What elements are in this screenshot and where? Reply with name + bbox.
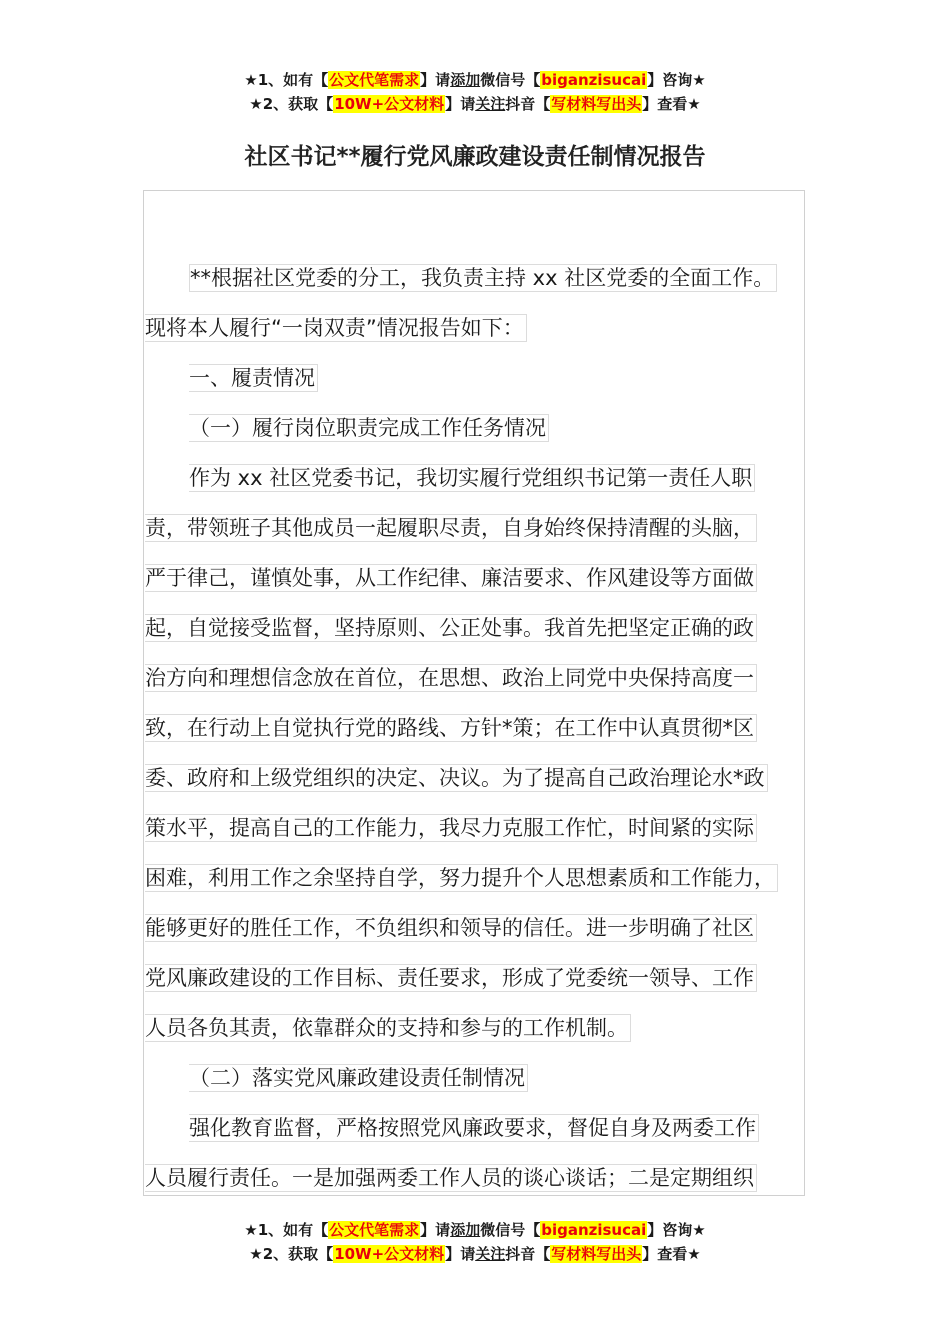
promo-wechat-id: biganzisucai <box>541 71 647 89</box>
star-icon: ★ <box>244 71 258 89</box>
star-icon: ★ <box>249 95 263 113</box>
line-text: 困难，利用工作之余坚持自学，努力提升个人思想素质和工作能力， <box>145 864 778 892</box>
line-text: （二）落实党风廉政建设责任制情况 <box>189 1064 528 1092</box>
promo-banner-bottom <box>0 1218 950 1266</box>
promo-text: 】请 <box>420 71 451 89</box>
line-text: 责，带领班子其他成员一起履职尽责，自身始终保持清醒的头脑， <box>145 514 757 542</box>
line-text: 党风廉政建设的工作目标、责任要求，形成了党委统一领导、工作 <box>145 964 757 992</box>
paragraph-line <box>145 602 825 652</box>
promo-banner-top <box>0 68 950 116</box>
line-text: （一）履行岗位职责完成工作任务情况 <box>189 414 549 442</box>
paragraph-line <box>145 752 825 802</box>
line-text: 致，在行动上自觉执行党的路线、方针*策；在工作中认真贯彻*区 <box>145 714 757 742</box>
paragraph-line <box>145 502 825 552</box>
line-text: 治方向和理想信念放在首位，在思想、政治上同党中央保持高度一 <box>145 664 757 692</box>
promo-text: 】咨询★ <box>647 71 706 89</box>
line-text: 策水平，提高自己的工作能力，我尽力克服工作忙，时间紧的实际 <box>145 814 757 842</box>
promo-text: 微信号【 <box>480 1221 541 1239</box>
line-text: **根据社区党委的分工，我负责主持 xx 社区党委的全面工作。 <box>189 264 777 292</box>
line-text: 委、政府和上级党组织的决定、决议。为了提高自己政治理论水*政 <box>145 764 768 792</box>
promo-text: 1、如有【 <box>257 71 329 89</box>
line-text: 作为 xx 社区党委书记，我切实履行党组织书记第一责任人职 <box>189 464 755 492</box>
subsection-heading <box>145 1052 825 1102</box>
promo-douyin-id: 写材料写出头 <box>551 1245 642 1263</box>
promo-line-2 <box>0 1242 950 1266</box>
promo-text: 】查看★ <box>642 1245 701 1263</box>
section-heading <box>145 352 825 402</box>
line-text: 现将本人履行“一岗双责”情况报告如下： <box>145 314 527 342</box>
promo-text: 2、获取【 <box>262 1245 334 1263</box>
promo-line-1 <box>0 68 950 92</box>
promo-douyin-id: 写材料写出头 <box>551 95 642 113</box>
paragraph-line <box>145 552 825 602</box>
paragraph-line <box>145 1152 825 1202</box>
document-body <box>145 252 825 1202</box>
line-text: 一、履责情况 <box>189 364 318 392</box>
promo-text: 】请 <box>420 1221 451 1239</box>
paragraph-line <box>145 452 825 502</box>
promo-wechat-id: biganzisucai <box>541 1221 647 1239</box>
star-icon: ★ <box>249 1245 263 1263</box>
line-text: 人员履行责任。一是加强两委工作人员的谈心谈话；二是定期组织 <box>145 1164 757 1192</box>
paragraph-line <box>145 802 825 852</box>
promo-text: 抖音【 <box>505 95 551 113</box>
star-icon: ★ <box>244 1221 258 1239</box>
promo-text: 】咨询★ <box>647 1221 706 1239</box>
promo-underlined: 添加 <box>450 71 481 89</box>
line-text: 强化教育监督，严格按照党风廉政要求，督促自身及两委工作 <box>189 1114 759 1142</box>
promo-highlight: 公文代笔需求 <box>329 1221 420 1239</box>
promo-text: 】请 <box>445 95 476 113</box>
paragraph-line <box>145 1102 825 1152</box>
paragraph-line <box>145 902 825 952</box>
promo-underlined: 关注 <box>475 95 506 113</box>
promo-text: 1、如有【 <box>257 1221 329 1239</box>
promo-underlined: 添加 <box>450 1221 481 1239</box>
promo-underlined: 关注 <box>475 1245 506 1263</box>
promo-text: 2、获取【 <box>262 95 334 113</box>
paragraph-line <box>145 302 825 352</box>
line-text: 人员各负其责，依靠群众的支持和参与的工作机制。 <box>145 1014 631 1042</box>
paragraph-line <box>145 652 825 702</box>
subsection-heading <box>145 402 825 452</box>
promo-text: 】请 <box>445 1245 476 1263</box>
promo-highlight: 10W+公文材料 <box>334 1245 445 1263</box>
promo-highlight: 10W+公文材料 <box>334 95 445 113</box>
promo-text: 】查看★ <box>642 95 701 113</box>
promo-text: 微信号【 <box>480 71 541 89</box>
promo-highlight: 公文代笔需求 <box>329 71 420 89</box>
paragraph-line <box>145 702 825 752</box>
document-title: 社区书记**履行党风廉政建设责任制情况报告 <box>244 144 706 170</box>
line-text: 严于律己，谨慎处事，从工作纪律、廉洁要求、作风建设等方面做 <box>145 564 757 592</box>
promo-line-1 <box>0 1218 950 1242</box>
paragraph-line <box>145 1002 825 1052</box>
line-text: 起，自觉接受监督，坚持原则、公正处事。我首先把坚定正确的政 <box>145 614 757 642</box>
line-text: 能够更好的胜任工作，不负组织和领导的信任。进一步明确了社区 <box>145 914 757 942</box>
promo-text: 抖音【 <box>505 1245 551 1263</box>
paragraph-line <box>145 252 825 302</box>
paragraph-line <box>145 952 825 1002</box>
promo-line-2 <box>0 92 950 116</box>
paragraph-line <box>145 852 825 902</box>
